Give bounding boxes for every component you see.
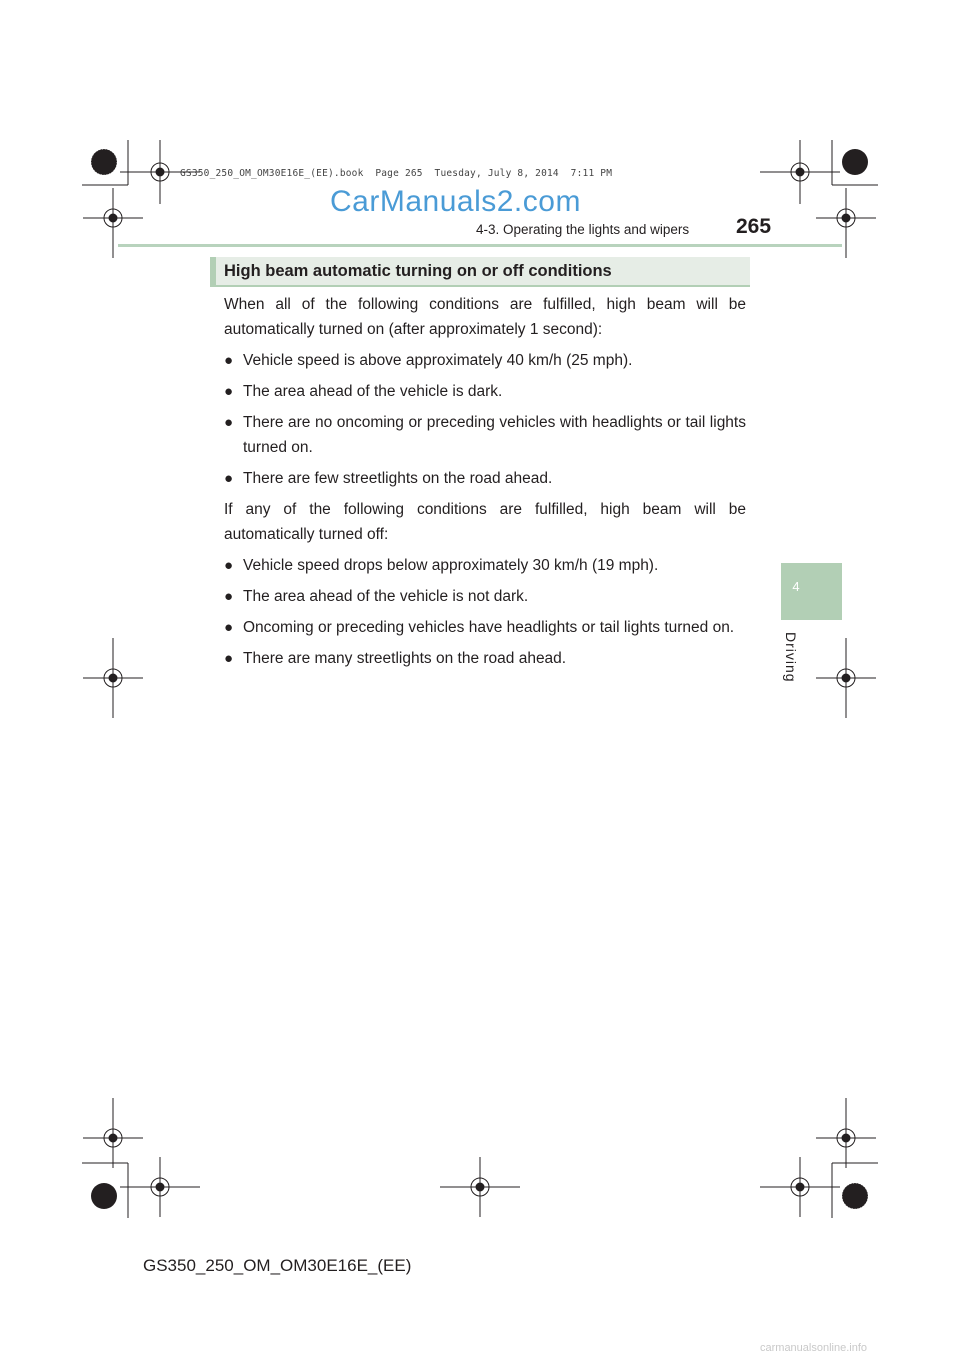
list-item: ● The area ahead of the vehicle is not dark. <box>224 584 746 609</box>
bullet-icon: ● <box>224 557 234 574</box>
header-rule <box>118 244 842 247</box>
list-item: ● The area ahead of the vehicle is dark. <box>224 379 746 404</box>
bullet-icon: ● <box>224 352 234 369</box>
watermark: CarManuals2.com <box>330 185 581 218</box>
list-item: ● Vehicle speed drops below approximately 30 km/h (19 mph). <box>224 553 746 578</box>
on-conditions-intro: When all of the following conditions are fulfilled, high beam will be automatically turned on (after approximately 1 second): <box>224 296 746 338</box>
bullet-icon: ● <box>224 383 234 400</box>
bullet-icon: ● <box>224 414 234 431</box>
footer-book-code: GS350_250_OM_OM30E16E_(EE) <box>143 1256 412 1275</box>
chapter-number: 4 <box>792 579 800 594</box>
section-heading: High beam automatic turning on or off conditions <box>224 262 612 280</box>
off-conditions-intro: If any of the following conditions are fulfilled, high beam will be automatically turned off: <box>224 501 746 543</box>
on-conditions-list <box>224 348 746 491</box>
off-conditions-list <box>224 553 746 671</box>
chapter-tab <box>781 563 842 620</box>
page-number: 265 <box>736 215 772 238</box>
footer-site: carmanualsonline.info <box>760 1342 868 1354</box>
list-item: ● Oncoming or preceding vehicles have headlights or tail lights turned on. <box>224 615 746 640</box>
section-heading-bar <box>210 257 750 287</box>
header-section-title: 4-3. Operating the lights and wipers <box>476 222 690 237</box>
section-body <box>224 292 746 677</box>
bullet-icon: ● <box>224 588 234 605</box>
list-item: ● There are no oncoming or preceding vehicles with headlights or tail lights turned on. <box>224 410 746 460</box>
list-item: ● Vehicle speed is above approximately 40 km/h (25 mph). <box>224 348 746 373</box>
print-info: GS350_250_OM_OM30E16E_(EE).book Page 265 Tuesday, July 8, 2014 7:11 PM <box>180 168 613 179</box>
bullet-icon: ● <box>224 470 234 487</box>
list-item: ● There are many streetlights on the road ahead. <box>224 646 746 671</box>
bullet-icon: ● <box>224 650 234 667</box>
list-item: ● There are few streetlights on the road ahead. <box>224 466 746 491</box>
bullet-icon: ● <box>224 619 234 636</box>
chapter-title: Driving <box>783 632 799 683</box>
